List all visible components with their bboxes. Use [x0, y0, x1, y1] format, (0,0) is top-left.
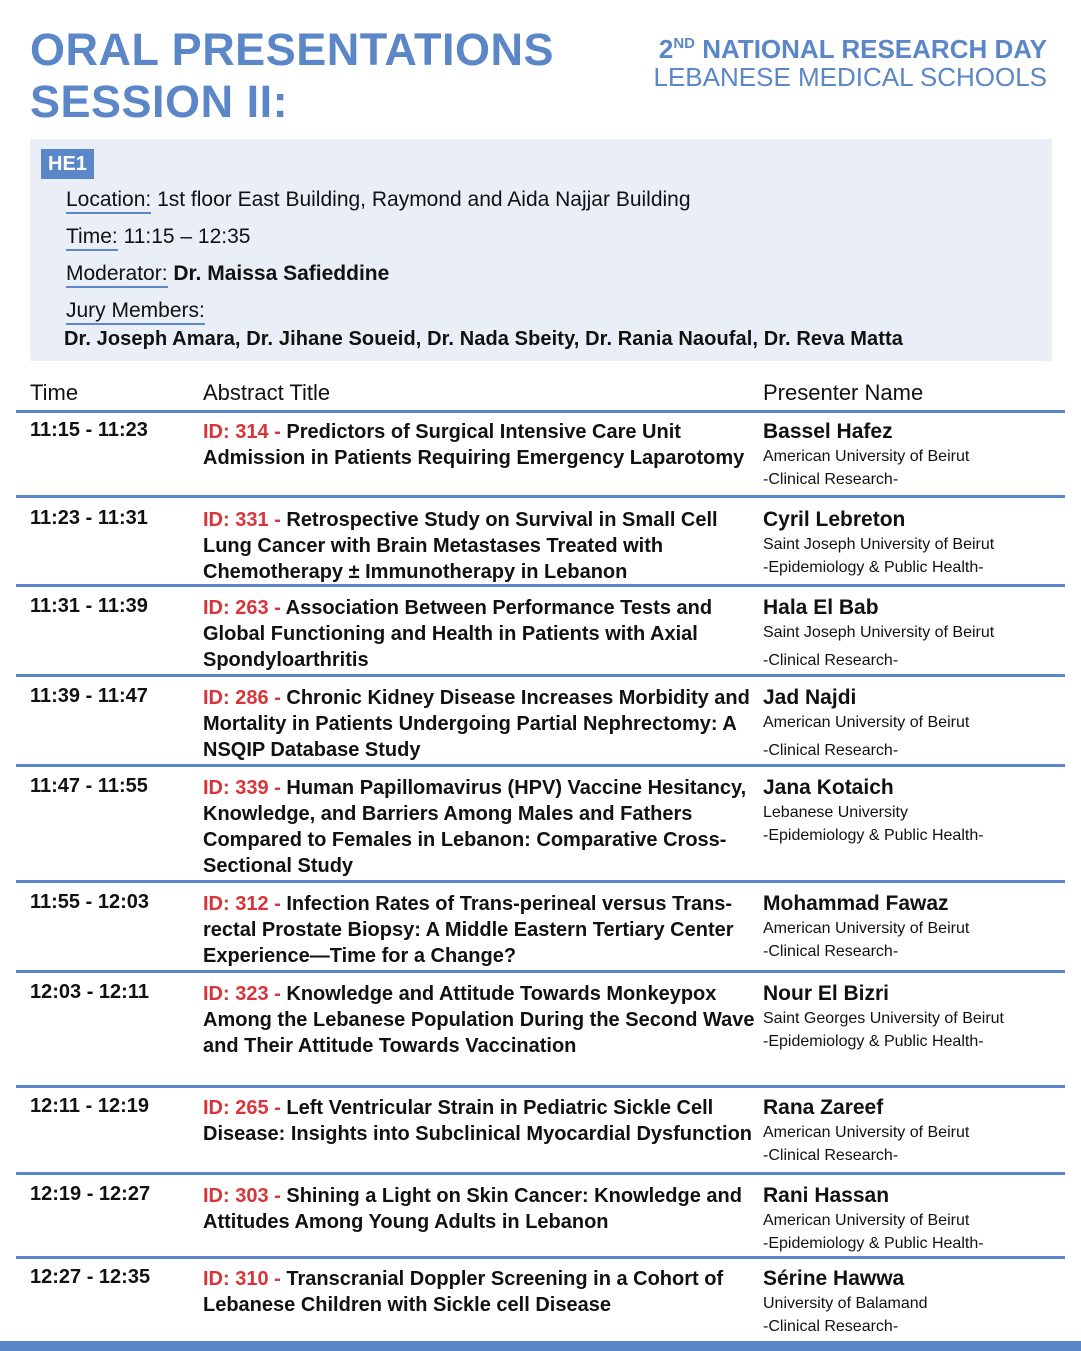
row-presenter	[763, 595, 1063, 672]
abstract-title: Association Between Performance Tests and Global Functioning and Health in Patients with Axial Spondyloarthritis	[203, 597, 713, 671]
event-heading	[654, 30, 1048, 91]
table-row	[16, 885, 1065, 973]
presenter-category: -Clinical Research-	[763, 471, 899, 488]
presenter-university: Saint Joseph University of Beirut	[763, 624, 995, 641]
room-badge: HE1	[41, 149, 94, 179]
header-time: Time	[30, 380, 79, 405]
jury-line	[66, 298, 205, 324]
presenter-university: Saint Georges University of Beirut	[763, 1010, 1004, 1027]
row-abstract	[203, 1095, 758, 1147]
title-line-2: SESSION II:	[30, 76, 289, 127]
row-time: 12:11 - 12:19	[30, 1095, 149, 1117]
row-abstract	[203, 507, 758, 585]
presenter-university: American University of Beirut	[763, 448, 970, 465]
table-row	[16, 413, 1065, 498]
abstract-title: Human Papillomavirus (HPV) Vaccine Hesitancy, Knowledge, and Barriers Among Males and Fathers Compared to Females in Lebanon: Comparative Cross-Sectional Study	[203, 777, 747, 877]
abstract-id: ID: 314 -	[203, 421, 281, 443]
presenter-name: Mohammad Fawaz	[763, 892, 949, 915]
row-abstract	[203, 419, 758, 471]
location-line	[66, 187, 691, 213]
presenter-name: Hala El Bab	[763, 596, 879, 619]
header-presenter-name: Presenter Name	[763, 380, 924, 405]
jury-label: Jury Members:	[66, 299, 205, 325]
abstract-id: ID: 303 -	[203, 1185, 281, 1207]
event-line-2: LEBANESE MEDICAL SCHOOLS	[653, 62, 1047, 92]
presenter-university: American University of Beirut	[763, 1124, 970, 1141]
abstract-id: ID: 286 -	[203, 687, 281, 709]
presenter-name: Rani Hassan	[763, 1184, 890, 1207]
event-ordinal: 2	[658, 34, 674, 64]
session-info-panel	[30, 139, 1052, 361]
time-line	[66, 224, 250, 250]
row-abstract	[203, 595, 758, 673]
abstract-title: Left Ventricular Strain in Pediatric Sickle Cell Disease: Insights into Subclinical Myocardial Dysfunction	[203, 1097, 753, 1145]
table-row	[16, 975, 1065, 1088]
abstract-title: Shining a Light on Skin Cancer: Knowledge and Attitudes Among Young Adults in Lebanon	[203, 1185, 742, 1233]
presenter-name: Sérine Hawwa	[763, 1267, 905, 1290]
presenter-category: -Clinical Research-	[763, 742, 899, 759]
row-time: 12:27 - 12:35	[30, 1266, 151, 1288]
row-time: 11:47 - 11:55	[30, 775, 148, 797]
table-row	[16, 1260, 1065, 1340]
row-time: 11:55 - 12:03	[30, 891, 149, 913]
presenter-university: Saint Joseph University of Beirut	[763, 536, 995, 553]
bottom-rule	[0, 1341, 1081, 1351]
presenter-category: -Epidemiology & Public Health-	[763, 1033, 984, 1050]
abstract-id: ID: 265 -	[203, 1097, 281, 1119]
abstract-id: ID: 263 -	[203, 597, 281, 619]
abstract-title: Chronic Kidney Disease Increases Morbidity and Mortality in Patients Undergoing Partial Nephrectomy: A NSQIP Database Study	[203, 687, 750, 761]
table-row	[16, 501, 1065, 587]
presenter-category: -Epidemiology & Public Health-	[763, 827, 984, 844]
location-value: 1st floor East Building, Raymond and Aida Najjar Building	[151, 188, 691, 211]
abstract-title: Predictors of Surgical Intensive Care Unit Admission in Patients Requiring Emergency Laparotomy	[203, 421, 745, 469]
row-abstract	[203, 775, 758, 879]
abstract-id: ID: 312 -	[203, 893, 281, 915]
time-value: 11:15 – 12:35	[117, 225, 251, 248]
event-line-1	[654, 30, 1048, 63]
abstract-title: Transcranial Doppler Screening in a Cohort of Lebanese Children with Sickle cell Disease	[203, 1268, 724, 1316]
presenter-university: Lebanese University	[763, 804, 908, 821]
presenter-category: -Clinical Research-	[763, 1147, 899, 1164]
row-time: 11:39 - 11:47	[30, 685, 148, 707]
table-row	[16, 589, 1065, 677]
row-presenter	[763, 419, 1063, 491]
row-time: 12:03 - 12:11	[30, 981, 149, 1003]
row-presenter	[763, 891, 1063, 963]
row-time: 11:23 - 11:31	[30, 507, 148, 529]
presenter-name: Jad Najdi	[763, 686, 857, 709]
moderator-value: Dr. Maissa Safieddine	[167, 262, 390, 285]
presenter-name: Bassel Hafez	[763, 420, 893, 443]
abstract-id: ID: 310 -	[203, 1268, 281, 1290]
moderator-line	[66, 261, 389, 287]
row-abstract	[203, 685, 758, 763]
row-abstract	[203, 1266, 758, 1318]
row-presenter	[763, 507, 1063, 579]
presenter-name: Cyril Lebreton	[763, 508, 906, 531]
table-row	[16, 1089, 1065, 1175]
row-time: 11:31 - 11:39	[30, 595, 148, 617]
moderator-label: Moderator:	[66, 262, 168, 288]
presenter-category: -Clinical Research-	[763, 1318, 899, 1335]
presenter-category: -Clinical Research-	[763, 652, 899, 669]
row-presenter	[763, 1266, 1063, 1338]
row-presenter	[763, 775, 1063, 847]
presenter-name: Nour El Bizri	[763, 982, 890, 1005]
location-label: Location:	[66, 188, 151, 214]
title-line-1: ORAL PRESENTATIONS	[30, 24, 555, 75]
abstract-title: Retrospective Study on Survival in Small Cell Lung Cancer with Brain Metastases Treated with Chemotherapy ± Immunotherapy in Lebanon	[203, 509, 718, 583]
jury-members: Dr. Joseph Amara, Dr. Jihane Soueid, Dr. Nada Sbeity, Dr. Rania Naoufal, Dr. Reva Matta	[64, 328, 903, 350]
presenter-university: American University of Beirut	[763, 1212, 970, 1229]
row-time: 12:19 - 12:27	[30, 1183, 151, 1205]
abstract-title: Infection Rates of Trans-perineal versus Trans-rectal Prostate Biopsy: A Middle Eastern Tertiary Center Experience—Time for a Change?	[203, 893, 734, 967]
presenter-university: American University of Beirut	[763, 714, 970, 731]
row-abstract	[203, 891, 758, 969]
time-label: Time:	[66, 225, 118, 251]
row-abstract	[203, 981, 758, 1059]
presenter-category: -Epidemiology & Public Health-	[763, 559, 984, 576]
row-presenter	[763, 981, 1063, 1053]
row-presenter	[763, 1183, 1063, 1255]
table-header	[16, 378, 1065, 413]
presenter-name: Rana Zareef	[763, 1096, 884, 1119]
row-presenter	[763, 685, 1063, 762]
table-row	[16, 769, 1065, 883]
row-presenter	[763, 1095, 1063, 1167]
row-time: 11:15 - 11:23	[30, 419, 148, 441]
presenter-name: Jana Kotaich	[763, 776, 894, 799]
abstract-id: ID: 339 -	[203, 777, 281, 799]
presenter-category: -Clinical Research-	[763, 943, 899, 960]
presenter-university: American University of Beirut	[763, 920, 970, 937]
table-row	[16, 1177, 1065, 1259]
abstract-id: ID: 323 -	[203, 983, 281, 1005]
row-abstract	[203, 1183, 758, 1235]
event-name: NATIONAL RESEARCH DAY	[694, 34, 1047, 64]
presenter-university: University of Balamand	[763, 1295, 928, 1312]
abstract-title: Knowledge and Attitude Towards Monkeypox Among the Lebanese Population During the Second Wave and Their Attitude Towards Vaccination	[203, 983, 755, 1057]
presenter-category: -Epidemiology & Public Health-	[763, 1235, 984, 1252]
event-ordinal-suffix: ND	[673, 35, 695, 52]
header-abstract-title: Abstract Title	[203, 380, 331, 405]
abstract-id: ID: 331 -	[203, 509, 281, 531]
page-title	[30, 24, 554, 128]
table-row	[16, 679, 1065, 767]
